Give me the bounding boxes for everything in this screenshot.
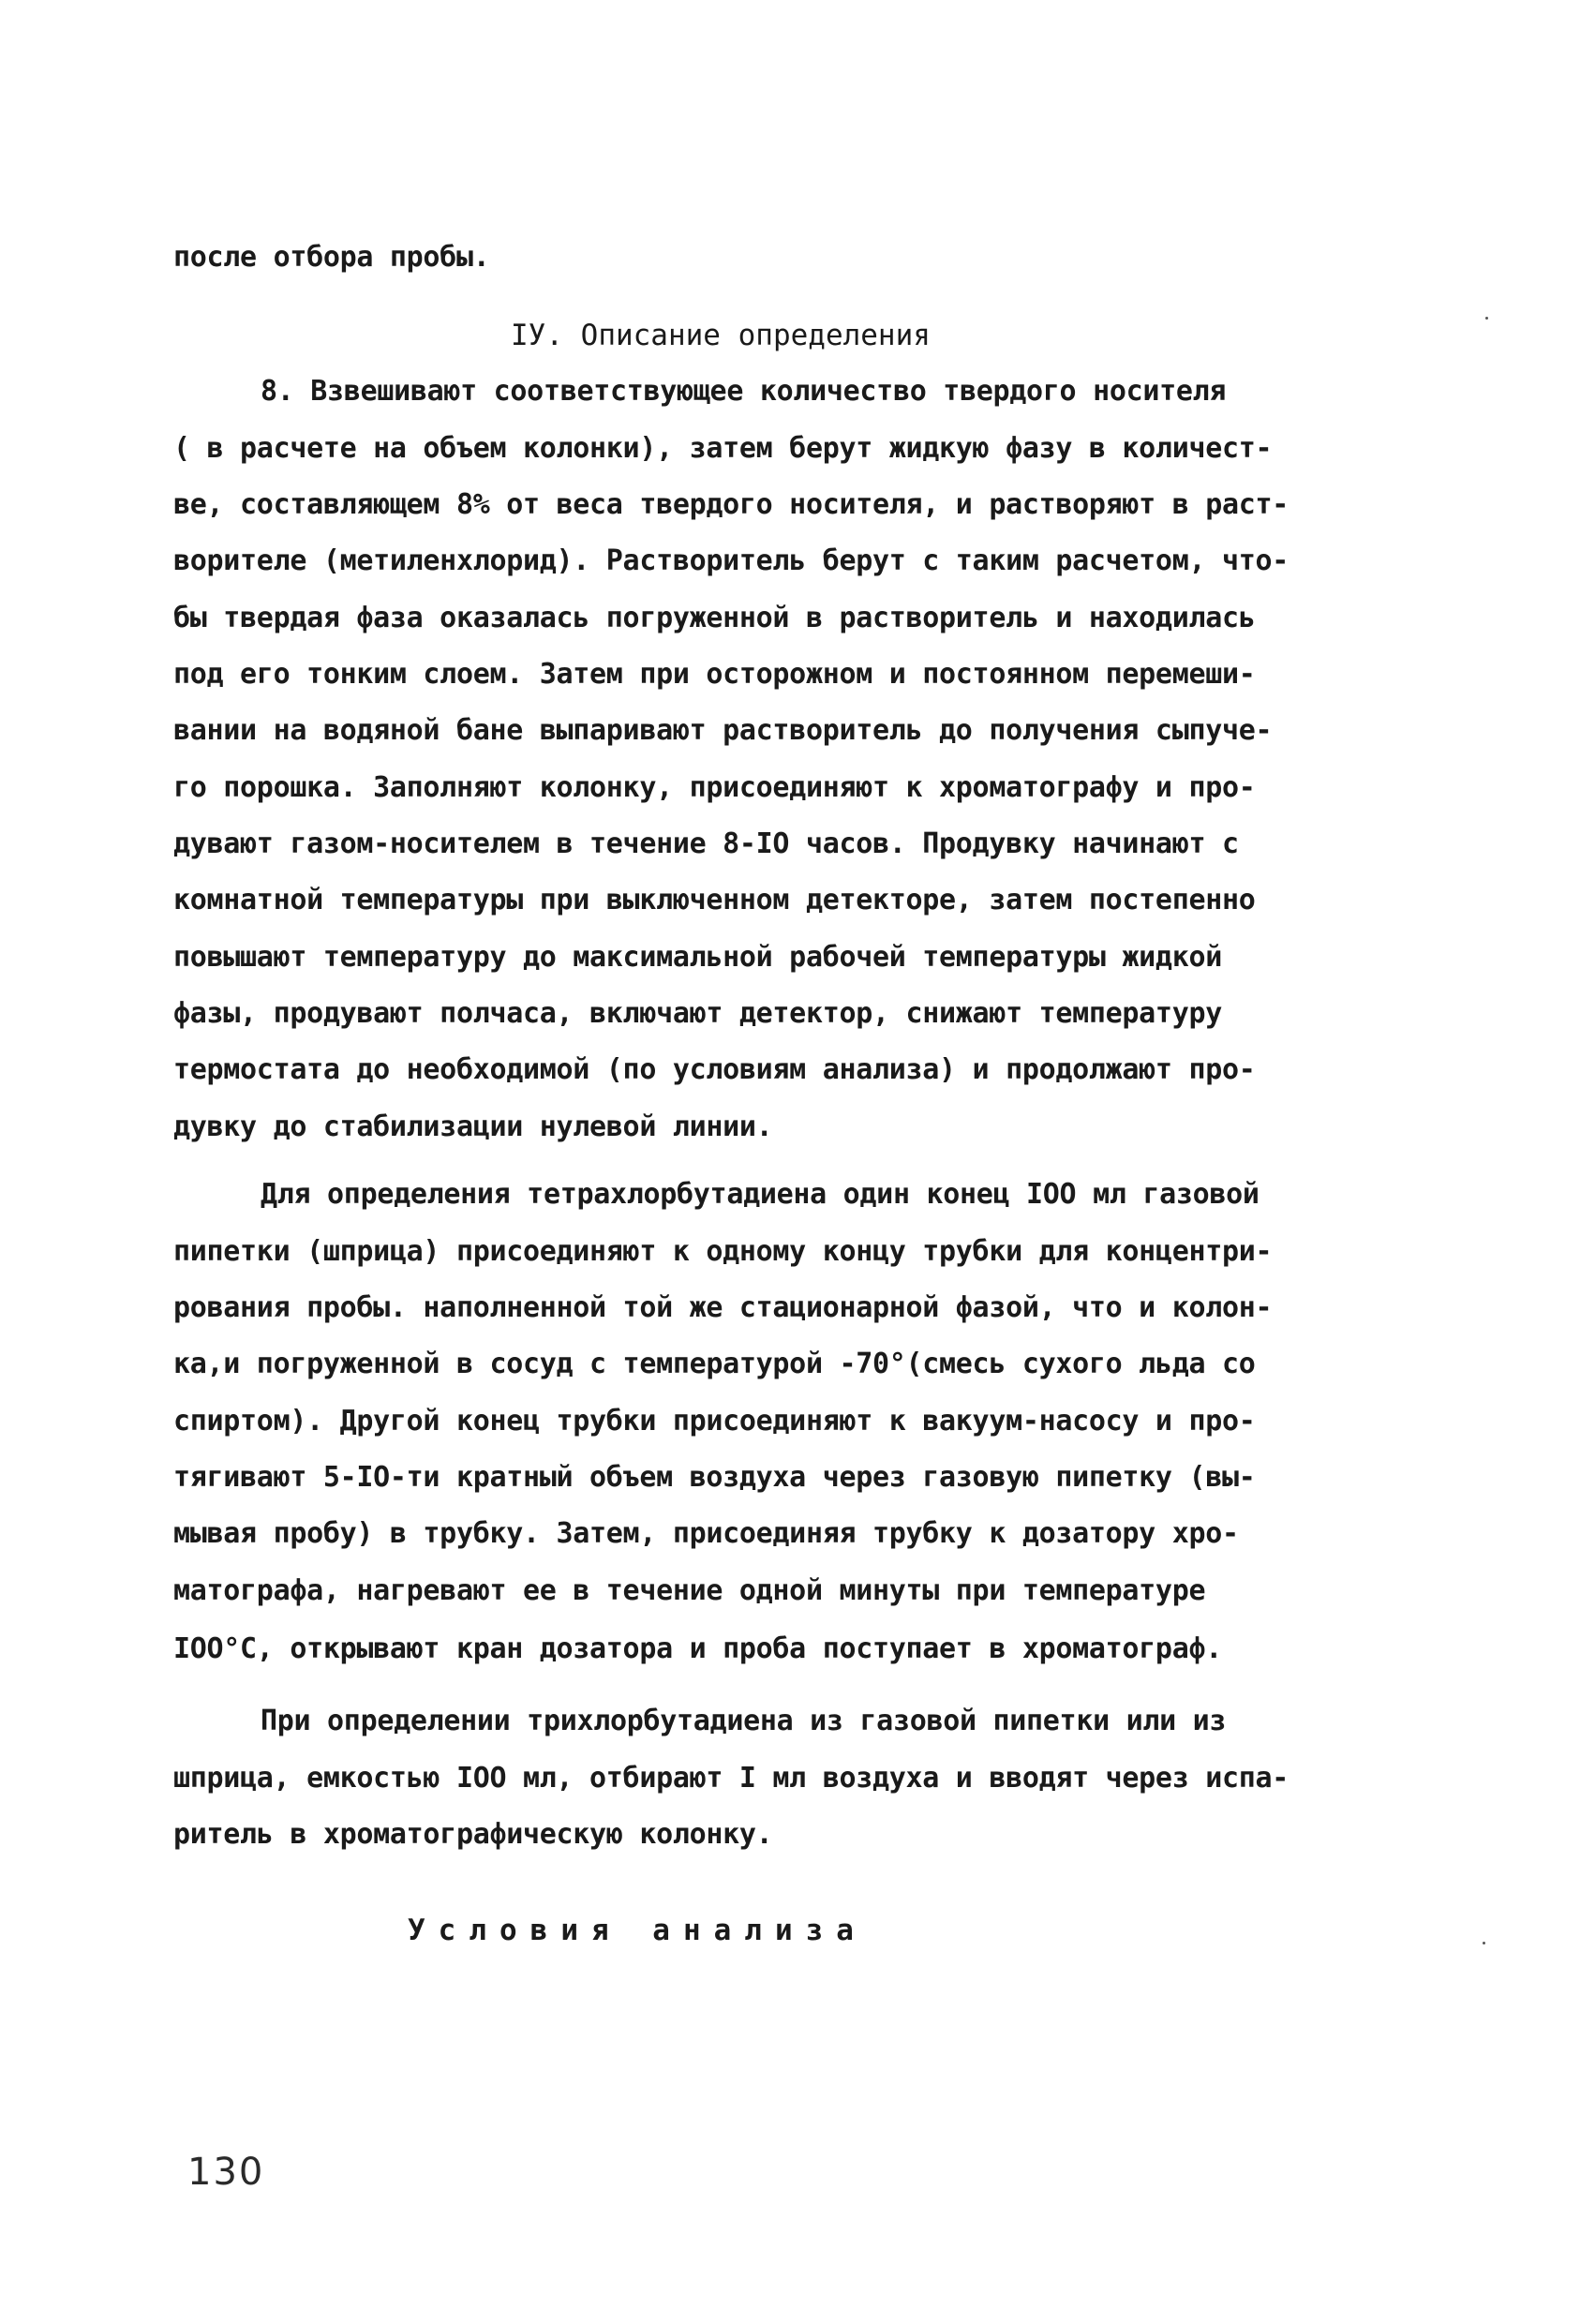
body-line: комнатной температуры при выключенном детекторе, затем постепенно [173,884,1256,916]
body-line: ритель в хроматографическую колонку. [173,1818,773,1851]
body-line: матографа, нагревают ее в течение одной минуты при температуре [173,1574,1206,1607]
body-line: шприца, емкостью IOO мл, отбирают I мл воздуха и вводят через испа- [173,1762,1289,1795]
body-line: рования пробы. наполненной той же стационарной фазой, что и колон- [173,1291,1273,1324]
body-line: тягивают 5-IO-ти кратный объем воздуха через газовую пипетку (вы- [173,1461,1256,1494]
body-line: Для определения тетрахлорбутадиена один конец IOO мл газовой [261,1178,1260,1211]
body-line: фазы, продувают полчаса, включают детектор, снижают температуру [173,997,1222,1030]
body-line: пипетки (шприца) присоединяют к одному концу трубки для концентри- [173,1235,1273,1268]
body-line: термостата до необходимой (по условиям анализа) и продолжают про- [173,1053,1256,1086]
section-heading: IУ. Описание определения [511,319,931,352]
body-line: ве, составляющем 8% от веса твердого носителя, и растворяют в раст- [173,488,1289,521]
body-line: При определении трихлорбутадиена из газовой пипетки или из [261,1705,1227,1737]
body-line: го порошка. Заполняют колонку, присоединяют к хроматографу и про- [173,771,1256,804]
body-line: IOO°С, открывают кран дозатора и проба поступает в хроматограф. [173,1632,1222,1665]
body-line: дувают газом-носителем в течение 8-IO часов. Продувку начинают с [173,827,1239,860]
conditions-heading: Условия анализа [408,1914,867,1947]
body-line: 8. Взвешивают соответствующее количество твердого носителя [261,375,1227,408]
body-line: спиртом). Другой конец трубки присоединяют к вакуум-насосу и про- [173,1405,1256,1438]
body-line: вании на водяной бане выпаривают растворитель до получения сыпуче- [173,714,1273,747]
body-line: под его тонким слоем. Затем при осторожном и постоянном перемеши- [173,658,1256,691]
body-line: ( в расчете на объем колонки), затем берут жидкую фазу в количест- [173,432,1273,465]
body-line: ка,и погруженной в сосуд с температурой -70°(смесь сухого льда со [173,1348,1256,1380]
body-line: дувку до стабилизации нулевой линии. [173,1110,773,1143]
scan-speck [1485,317,1488,320]
body-line: мывая пробу) в трубку. Затем, присоединяя трубку к дозатору хро- [173,1517,1239,1550]
body-line: повышают температуру до максимальной рабочей температуры жидкой [173,941,1222,974]
page-number: 130 [187,2151,265,2194]
body-line: бы твердая фаза оказалась погруженной в растворитель и находилась [173,602,1256,634]
scan-speck [1483,1942,1485,1944]
body-line: ворителе (метиленхлорид). Растворитель берут с таким расчетом, что- [173,544,1289,577]
first-line: после отбора пробы. [173,241,490,274]
